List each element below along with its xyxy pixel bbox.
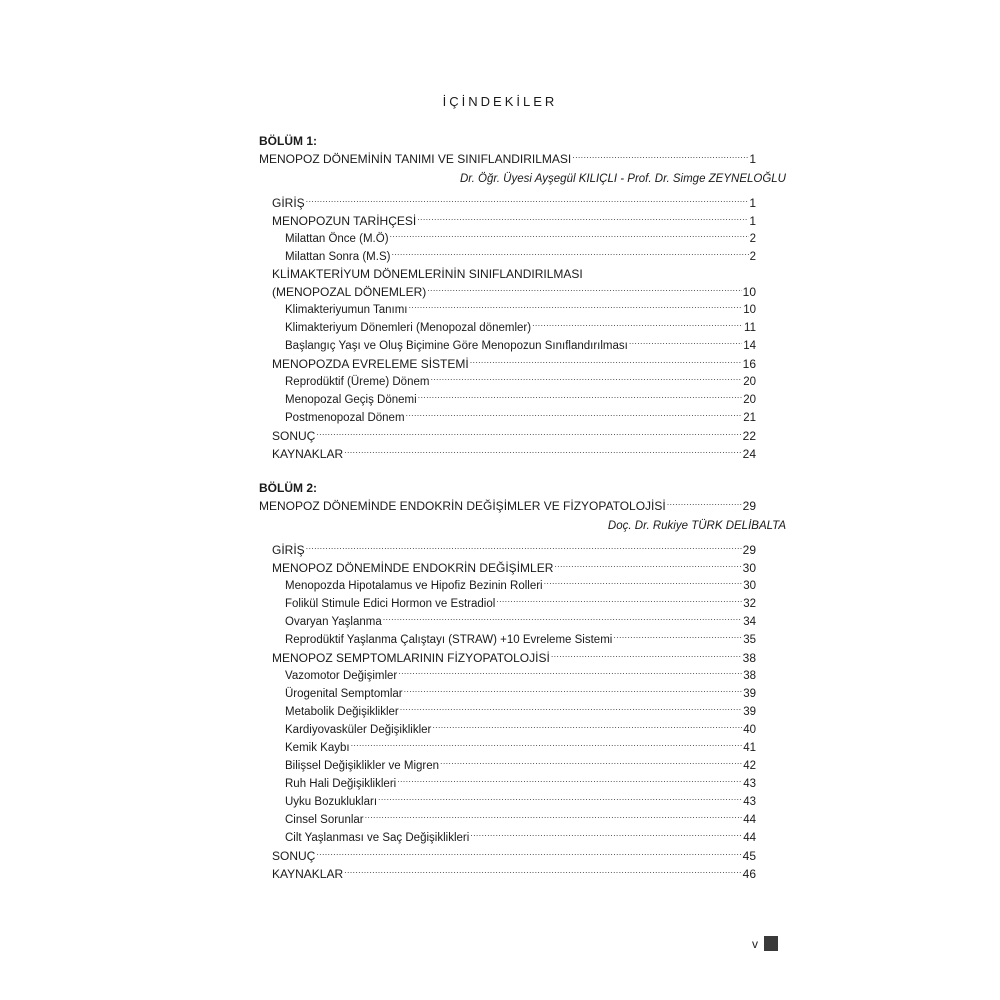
chapter-1 — [259, 133, 786, 463]
chapter-author: Dr. Öğr. Üyesi Ayşegül KILIÇLI - Prof. Dr. Simge ZEYNELOĞLU — [459, 173, 786, 185]
leader-dots — [306, 543, 742, 555]
toc-entry-title: Ruh Hali Değişiklikleri — [285, 778, 397, 790]
page-number: 20 — [743, 376, 756, 388]
toc-subentry[interactable] — [285, 721, 756, 739]
toc-entry-title: Postmenopozal Dönem — [285, 412, 405, 424]
page-number: 40 — [743, 724, 756, 736]
leader-dots — [344, 867, 742, 879]
page-number: 2 — [749, 251, 756, 263]
toc-entry[interactable] — [272, 865, 756, 883]
chapter-2 — [259, 480, 786, 883]
toc-entry-line2 — [272, 283, 756, 301]
leader-dots — [440, 758, 742, 770]
toc-entry-title: Folikül Stimule Edici Hormon ve Estradiol — [285, 598, 496, 610]
page-number: 16 — [742, 357, 756, 371]
leader-dots — [391, 249, 748, 261]
leader-dots — [406, 410, 743, 422]
leader-dots — [544, 578, 743, 590]
toc-subentry[interactable] — [285, 757, 756, 775]
page-number: 46 — [742, 867, 756, 881]
leader-dots — [496, 596, 742, 608]
page-number: 22 — [742, 429, 756, 443]
chapter-author: Doç. Dr. Rukiye TÜRK DELİBALTA — [607, 520, 786, 532]
page-number: 42 — [743, 760, 756, 772]
toc-entry-multiline[interactable] — [272, 266, 756, 301]
toc-entry[interactable] — [272, 212, 756, 230]
leader-dots — [316, 849, 741, 861]
leader-dots — [365, 812, 743, 824]
toc-subentry[interactable] — [285, 577, 756, 595]
toc-subentry[interactable] — [285, 409, 756, 427]
toc-entry-title: Milattan Sonra (M.S) — [285, 251, 391, 263]
toc-subentry[interactable] — [285, 775, 756, 793]
toc-entry[interactable] — [272, 445, 756, 463]
toc-subentry[interactable] — [285, 829, 756, 847]
toc-subentry[interactable] — [285, 811, 756, 829]
page-number: 43 — [743, 778, 756, 790]
toc-entry-title: Menopozal Geçiş Dönemi — [285, 394, 417, 406]
leader-dots — [404, 686, 743, 698]
page-number: 14 — [743, 340, 756, 352]
toc-subentry[interactable] — [285, 739, 756, 757]
page-footer — [752, 936, 778, 951]
page-number: 24 — [742, 447, 756, 461]
toc-entry-title: Bilişsel Değişiklikler ve Migren — [285, 760, 440, 772]
leader-dots — [470, 830, 742, 842]
leader-dots — [390, 231, 749, 243]
chapter-title: MENOPOZ DÖNEMİNDE ENDOKRİN DEĞİŞİMLER VE FİZYOPATOLOJİSİ — [259, 499, 666, 513]
leader-dots — [667, 499, 742, 511]
page-number: 10 — [742, 285, 756, 299]
leader-dots — [430, 374, 742, 386]
toc-entry-title: Ovaryan Yaşlanma — [285, 616, 382, 628]
toc-entry[interactable] — [272, 194, 756, 212]
page-number: 29 — [742, 499, 756, 513]
page-number: 2 — [749, 233, 756, 245]
toc-entry-title: MENOPOZ DÖNEMİNDE ENDOKRİN DEĞİŞİMLER — [272, 561, 554, 575]
toc-entry-title: MENOPOZ SEMPTOMLARININ FİZYOPATOLOJİSİ — [272, 651, 550, 665]
page-number: 1 — [749, 196, 756, 210]
toc-subentry[interactable] — [285, 631, 756, 649]
toc-subentry[interactable] — [285, 613, 756, 631]
toc-entry-title: Cinsel Sorunlar — [285, 814, 364, 826]
toc-entry-title: Uyku Bozuklukları — [285, 796, 378, 808]
toc-subentry[interactable] — [285, 793, 756, 811]
leader-dots — [409, 302, 743, 314]
toc-entry-title: SONUÇ — [272, 429, 316, 443]
leader-dots — [397, 776, 742, 788]
toc-entry-title: Metabolik Değişiklikler — [285, 706, 399, 718]
leader-dots — [378, 794, 742, 806]
page-number: 43 — [743, 796, 756, 808]
leader-dots — [427, 285, 741, 297]
toc-entry-title: MENOPOZDA EVRELEME SİSTEMİ — [272, 357, 469, 371]
toc-entry-title-line1: KLİMAKTERİYUM DÖNEMLERİNİN SINIFLANDIRILMASI — [272, 267, 583, 281]
toc-entry-title: KAYNAKLAR — [272, 867, 344, 881]
page-number: 38 — [742, 651, 756, 665]
chapter-label: BÖLÜM 1: — [259, 134, 317, 148]
page-number: 32 — [743, 598, 756, 610]
page-number: 30 — [742, 561, 756, 575]
toc-entry-title: Reprodüktif Yaşlanma Çalıştayı (STRAW) +10 Evreleme Sistemi — [285, 634, 613, 646]
leader-dots — [470, 357, 742, 369]
toc-entry-title-line2: (MENOPOZAL DÖNEMLER) — [272, 285, 427, 299]
toc-entry[interactable] — [272, 847, 756, 865]
chapter-title-row[interactable] — [259, 150, 756, 168]
toc-entry-title: Kemik Kaybı — [285, 742, 350, 754]
leader-dots — [554, 561, 741, 573]
page-number: 44 — [743, 832, 756, 844]
toc-entry[interactable] — [272, 541, 756, 559]
toc-subentry[interactable] — [285, 703, 756, 721]
toc-entry-title: Vazomotor Değişimler — [285, 670, 398, 682]
leader-dots — [572, 152, 748, 164]
page-numeral: v — [752, 936, 758, 951]
page-number: 1 — [749, 152, 756, 166]
toc-entry-title: SONUÇ — [272, 849, 316, 863]
leader-dots — [351, 740, 743, 752]
toc-entry[interactable] — [272, 649, 756, 667]
leader-dots — [432, 722, 742, 734]
page-number: 41 — [743, 742, 756, 754]
page-title: İÇİNDEKİLER — [442, 94, 558, 109]
page-number: 20 — [743, 394, 756, 406]
toc-subentry[interactable] — [285, 337, 756, 355]
leader-dots — [316, 429, 741, 441]
page-number: 29 — [742, 543, 756, 557]
toc-entry-title: KAYNAKLAR — [272, 447, 344, 461]
leader-dots — [629, 338, 742, 350]
page-number: 35 — [743, 634, 756, 646]
page-number: 11 — [744, 322, 756, 334]
leader-dots — [383, 614, 742, 626]
page-number: 39 — [743, 688, 756, 700]
chapter-title-row[interactable] — [259, 497, 756, 515]
toc-entry-title: GİRİŞ — [272, 543, 305, 557]
page-number: 39 — [743, 706, 756, 718]
toc-subentry[interactable] — [285, 667, 756, 685]
leader-dots — [417, 214, 748, 226]
page-number: 30 — [743, 580, 756, 592]
chapter-title: MENOPOZ DÖNEMİNİN TANIMI VE SINIFLANDIRILMASI — [259, 152, 572, 166]
toc-entry-title: Klimakteriyumun Tanımı — [285, 304, 408, 316]
page-number: 1 — [749, 214, 756, 228]
toc-subentry[interactable] — [285, 685, 756, 703]
toc-entry-title: Reprodüktif (Üreme) Dönem — [285, 376, 430, 388]
toc-entry-title: Başlangıç Yaşı ve Oluş Biçimine Göre Menopozun Sınıflandırılması — [285, 340, 628, 352]
toc-entry-title: Kardiyovasküler Değişiklikler — [285, 724, 432, 736]
toc-subentry[interactable] — [285, 319, 756, 337]
toc-entry-title: Cilt Yaşlanması ve Saç Değişiklikleri — [285, 832, 470, 844]
toc-entry-title: Milattan Önce (M.Ö) — [285, 233, 389, 245]
page-number: 38 — [743, 670, 756, 682]
leader-dots — [551, 651, 742, 663]
leader-dots — [306, 196, 749, 208]
leader-dots — [398, 668, 742, 680]
toc-entry-title: Klimakteriyum Dönemleri (Menopozal dönemler) — [285, 322, 532, 334]
toc-entry[interactable] — [272, 355, 756, 373]
toc-subentry[interactable] — [285, 595, 756, 613]
leader-dots — [400, 704, 742, 716]
page-number: 34 — [743, 616, 756, 628]
page-number: 10 — [743, 304, 756, 316]
chapter-label: BÖLÜM 2: — [259, 481, 317, 495]
toc-entry[interactable] — [272, 559, 756, 577]
toc-subentry[interactable] — [285, 301, 756, 319]
toc-entry-title: Menopozda Hipotalamus ve Hipofiz Bezinin Rolleri — [285, 580, 543, 592]
leader-dots — [418, 392, 743, 404]
leader-dots — [532, 320, 743, 332]
toc-entry-title: GİRİŞ — [272, 196, 305, 210]
toc-subentry[interactable] — [285, 248, 756, 266]
footer-marker — [764, 936, 778, 951]
toc-entry[interactable] — [272, 427, 756, 445]
page-number: 44 — [743, 814, 756, 826]
toc-entry-title: Ürogenital Semptomlar — [285, 688, 403, 700]
toc-subentry[interactable] — [285, 391, 756, 409]
page-number: 45 — [742, 849, 756, 863]
leader-dots — [344, 447, 742, 459]
toc-entry-title: MENOPOZUN TARİHÇESİ — [272, 214, 417, 228]
leader-dots — [613, 632, 742, 644]
toc-subentry[interactable] — [285, 373, 756, 391]
toc-subentry[interactable] — [285, 230, 756, 248]
page-number: 21 — [743, 412, 756, 424]
